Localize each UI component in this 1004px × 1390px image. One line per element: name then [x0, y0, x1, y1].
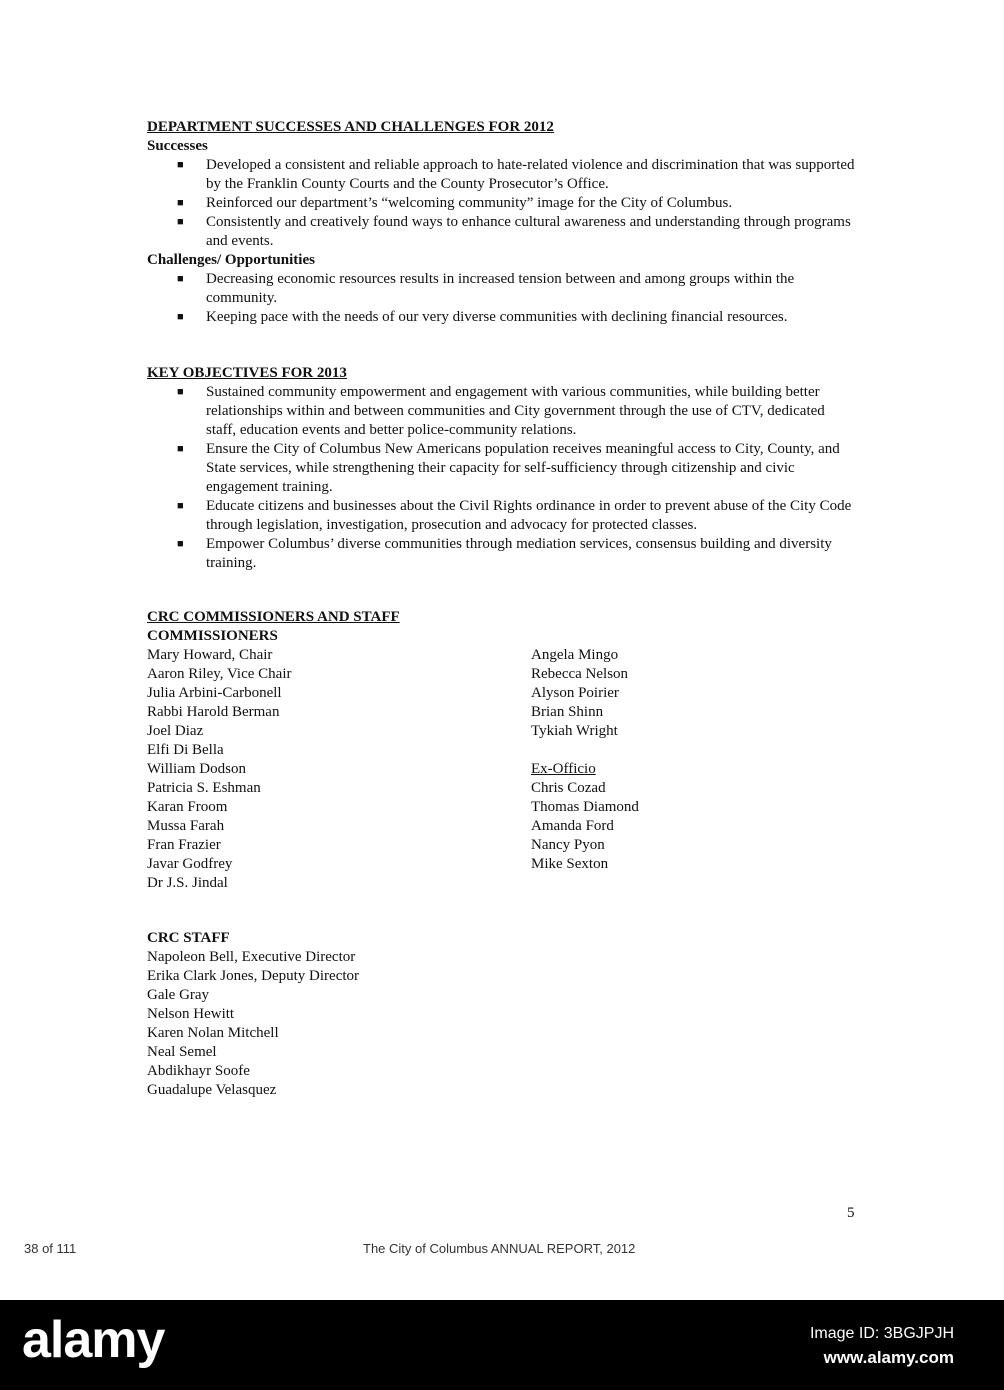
list-item: Mary Howard, Chair [147, 647, 273, 663]
list-item: Amanda Ford [531, 818, 614, 834]
list-item: ■ Keeping pace with the needs of our very diverse communities with declining financial resources. [177, 309, 788, 325]
staff-label: CRC STAFF [147, 930, 230, 946]
commissioners-label: COMMISSIONERS [147, 628, 278, 644]
list-item: Dr J.S. Jindal [147, 875, 228, 891]
list-item: Alyson Poirier [531, 685, 619, 701]
list-item: Karan Froom [147, 799, 228, 815]
list-item: Thomas Diamond [531, 799, 639, 815]
list-item: Elfi Di Bella [147, 742, 224, 758]
list-item: ■ Ensure the City of Columbus New Americans population receives meaningful access to City, County, and State services, while strengthening their capacity for self-sufficiency through citizenship and civic engagement training. [177, 441, 840, 495]
bullet-icon: ■ [177, 386, 184, 398]
successes-list [147, 156, 857, 251]
list-item: Patricia S. Eshman [147, 780, 261, 796]
staff-list [147, 948, 487, 1100]
list-item: Nancy Pyon [531, 837, 605, 853]
list-item: Aaron Riley, Vice Chair [147, 666, 292, 682]
list-item: Karen Nolan Mitchell [147, 1025, 279, 1041]
image-id: Image ID: 3BGJPJH [809, 1325, 954, 1342]
alamy-logo: alamy [22, 1311, 165, 1369]
successes-label: Successes [147, 138, 208, 154]
list-item: Gale Gray [147, 987, 210, 1003]
bullet-icon: ■ [177, 538, 184, 550]
bullet-icon: ■ [177, 500, 184, 512]
list-item: ■ Empower Columbus’ diverse communities through mediation services, consensus building and diversity training. [177, 536, 832, 571]
list-item: Neal Semel [147, 1044, 217, 1060]
bullet-icon: ■ [177, 159, 184, 171]
report-title: The City of Columbus ANNUAL REPORT, 2012 [363, 1241, 636, 1256]
challenges-label: Challenges/ Opportunities [147, 252, 315, 268]
list-item: Brian Shinn [531, 704, 604, 720]
bullet-icon: ■ [177, 311, 184, 323]
list-item: Erika Clark Jones, Deputy Director [147, 968, 360, 984]
bullet-icon: ■ [177, 273, 184, 285]
bullet-icon: ■ [177, 197, 184, 209]
list-item: ■ Decreasing economic resources results in increased tension between and among groups within the community. [177, 271, 795, 306]
section-title-key-objectives: KEY OBJECTIVES FOR 2013 [147, 365, 347, 381]
section-title-commissioners-staff: CRC COMMISSIONERS AND STAFF [147, 609, 400, 625]
list-item: Nelson Hewitt [147, 1006, 235, 1022]
list-item: Rebecca Nelson [531, 666, 629, 682]
list-item: Mussa Farah [147, 818, 225, 834]
list-item: Javar Godfrey [147, 856, 233, 872]
list-item: Mike Sexton [531, 856, 609, 872]
challenges-list [147, 270, 857, 327]
commissioners-right-list [531, 646, 831, 874]
site-url: www.alamy.com [823, 1348, 954, 1367]
list-item: Napoleon Bell, Executive Director [147, 949, 356, 965]
spacer [531, 741, 831, 760]
list-item: ■ Educate citizens and businesses about the Civil Rights ordinance in order to prevent abuse of the City Code through legislation, investigation, prosecution and advocacy for protected classes. [177, 498, 852, 533]
section-title-successes-challenges: DEPARTMENT SUCCESSES AND CHALLENGES FOR 2012 [147, 119, 554, 135]
bullet-icon: ■ [177, 443, 184, 455]
page-number: 5 [847, 1205, 855, 1221]
list-item: Chris Cozad [531, 780, 606, 796]
list-item: Abdikhayr Soofe [147, 1063, 250, 1079]
list-item: Fran Frazier [147, 837, 221, 853]
objectives-list [147, 383, 857, 573]
list-item: William Dodson [147, 761, 246, 777]
list-item: Joel Diaz [147, 723, 204, 739]
commissioners-left-list [147, 646, 487, 893]
list-item: ■ Reinforced our department’s “welcoming community” image for the City of Columbus. [177, 195, 733, 211]
list-item: Angela Mingo [531, 647, 619, 663]
list-item: Rabbi Harold Berman [147, 704, 280, 720]
list-item: Julia Arbini-Carbonell [147, 685, 282, 701]
list-item: ■ Consistently and creatively found ways to enhance cultural awareness and understanding through programs and events. [177, 214, 851, 249]
page-count: 38 of 111 [24, 1241, 77, 1256]
list-item: Guadalupe Velasquez [147, 1082, 277, 1098]
bullet-icon: ■ [177, 216, 184, 228]
watermark-bar [0, 1300, 1004, 1390]
ex-officio-label: Ex-Officio [531, 761, 596, 777]
list-item: ■ Sustained community empowerment and engagement with various communities, while building better relationships within and between communities and City government through the use of CTV, dedicated staff, education events and better police-community relations. [177, 384, 825, 438]
list-item: ■ Developed a consistent and reliable approach to hate-related violence and discrimination that was supported by the Franklin County Courts and the County Prosecutor’s Office. [177, 157, 855, 192]
list-item: Tykiah Wright [531, 723, 618, 739]
